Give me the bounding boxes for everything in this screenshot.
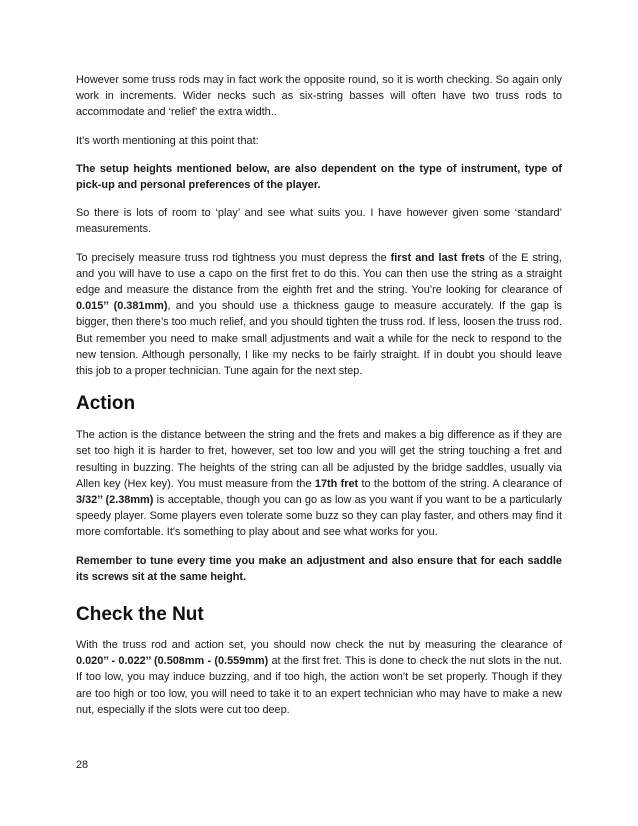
bold-run: 3/32’’ (2.38mm): [76, 494, 154, 507]
text-run: is acceptable, though you can go as low as you want if you want to be a particularly speedy player. Some players even tolerate some buzz so they can play faster, and others may find it more comfortable. It's something to play about and see what works for you.: [76, 494, 562, 539]
text-run: of the E string, and you will have to use a capo on the first fret to do this. You can then use the string as a straight edge and measure the distance from the eighth fret and the string. You’re looking for clearance of: [76, 251, 562, 297]
page-content: [76, 72, 562, 718]
intro-paragraph-2: It’s worth mentioning at this point that:: [76, 134, 259, 147]
text-run: , and you should use a thickness gauge to measure accurately. If the gap is bigger, then there’s too much relief, and you should tighten the truss rod. If less, loosen the truss rod. But remember you need to make small adjustments and wait a while for the neck to respond to the new tension. Although personally, I like my necks to be fairly straight. If in doubt you should leave this job to a proper technician. Tune again for the next step.: [76, 300, 562, 378]
truss-rod-paragraph: [76, 250, 562, 380]
text-run: With the truss rod and action set, you should now check the nut by measuring the clearance of: [76, 639, 562, 652]
page-number: 28: [76, 759, 89, 771]
text-run: The action is the distance between the string and the frets and makes a big difference as if they are set too high it is harder to fret, however, set too low and you will get the string touching a fret and resulting in buzzing. The heights of the string can all be adjusted by the bridge saddles, usually via Allen key (Hex key). You must measure from the: [76, 429, 562, 490]
bold-run: 17th fret: [314, 477, 359, 490]
bold-run: first and last frets: [390, 251, 485, 264]
intro-paragraph-4: So there is lots of room to ‘play’ and see what suits you. I have however given some ‘standard’ measurements.: [76, 207, 562, 236]
action-paragraph: [76, 427, 562, 540]
text-run: at the first fret. This is done to check the nut slots in the nut. If too low, you may induce buzzing, and if too high, the action won’t be set properly. Though if they are too high or too low, you will need to take it to an expert technician who may have to make a new nut, especially if the slots were cut too deep.: [76, 655, 562, 716]
bold-run: 0.015’’ (0.381mm): [76, 300, 168, 313]
action-note-bold: Remember to tune every time you make an adjustment and also ensure that for each saddle its screws sit at the same height.: [76, 554, 562, 583]
intro-note-bold: The setup heights mentioned below, are also dependent on the type of instrument, type of pick-up and personal preferences of the player.: [76, 162, 562, 192]
nut-paragraph: [76, 637, 562, 718]
intro-paragraph-1: However some truss rods may in fact work the opposite round, so it is worth checking. So again only work in increments. Wider necks such as six-string basses will often have two truss rods to accommodate and ‘relief’ the extra width..: [76, 74, 562, 119]
section-heading-action: Action: [76, 393, 136, 415]
text-run: To precisely measure truss rod tightness you must depress the: [76, 251, 391, 264]
section-heading-check-nut: Check the Nut: [76, 604, 204, 626]
text-run: to the bottom of the string. A clearance of: [358, 477, 562, 490]
bold-run: 0.020’’ - 0.022’’ (0.508mm - (0.559mm): [76, 655, 269, 668]
